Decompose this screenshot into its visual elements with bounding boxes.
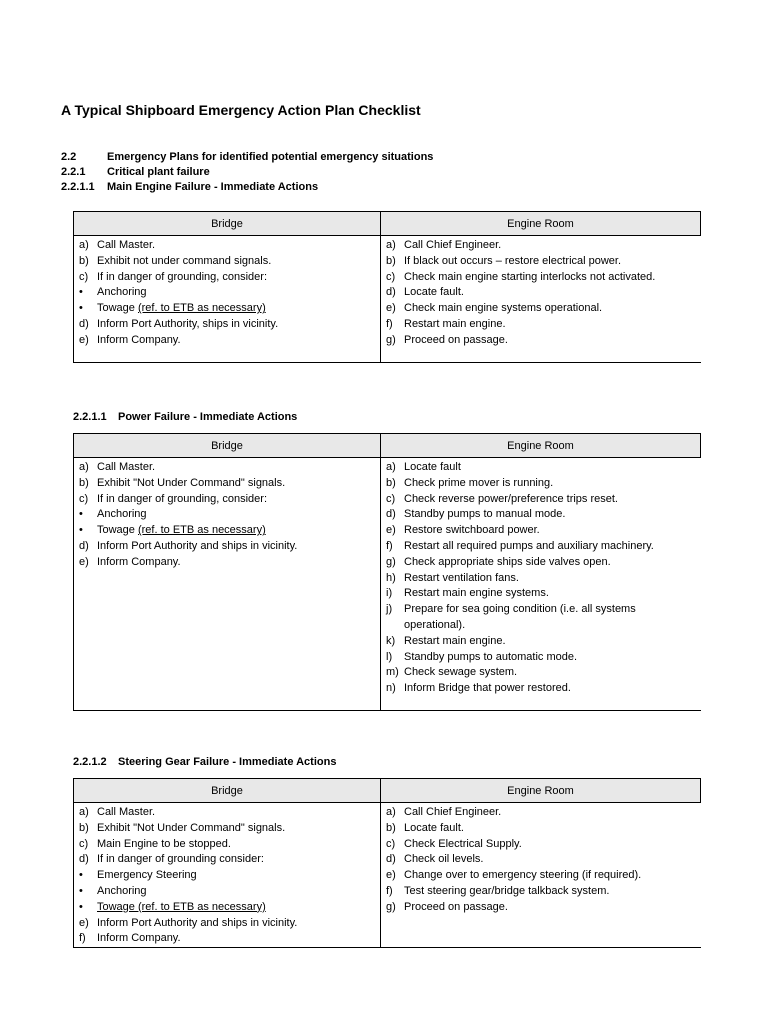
item-marker: m) [386,666,399,679]
list-item [381,555,701,571]
item-text: Proceed on passage. [404,333,508,346]
list-item [381,317,701,333]
section-title: Power Failure - Immediate Actions [118,411,298,423]
engine-room-actions-list [381,238,701,349]
bridge-actions-cell [74,458,381,711]
list-item [381,492,701,508]
item-marker: b) [386,476,396,489]
list-item [74,900,380,916]
bridge-column-header: Bridge [74,779,381,803]
list-item [74,852,380,868]
list-item [381,634,701,650]
list-item [381,586,701,602]
item-text: Anchoring [97,884,147,897]
item-marker: d) [79,853,89,866]
item-marker: d) [386,286,396,299]
list-item [381,238,701,254]
list-item [381,507,701,523]
item-marker: e) [79,555,89,568]
item-marker: g) [386,900,396,913]
item-text: Check main engine starting interlocks not activated. [404,270,656,283]
item-text: Inform Port Authority and ships in vicinity. [97,916,298,929]
item-marker: e) [79,333,89,346]
item-marker: c) [386,837,396,850]
list-item [74,476,380,492]
list-item [381,868,701,884]
heading-number: 2.2 [61,151,77,163]
bullet-marker: • [79,286,83,299]
list-item [74,523,380,539]
bridge-actions-list [74,805,380,947]
item-marker: a) [386,239,396,251]
list-item [74,285,380,301]
item-marker: b) [79,254,89,267]
list-item [381,270,701,286]
main-engine-failure-table [73,211,701,363]
bullet-marker: • [79,900,83,913]
list-item [381,665,701,681]
list-item [74,555,380,571]
item-text: Call Chief Engineer. [404,239,502,251]
bridge-actions-list [74,238,380,349]
item-text: Anchoring [97,286,147,299]
item-text: Call Master. [97,806,156,818]
item-marker: f) [386,884,393,897]
item-marker: d) [386,508,396,521]
item-marker: a) [386,806,396,818]
heading-number: 2.2.1 [61,166,86,178]
item-marker: b) [79,821,89,834]
heading-text: Emergency Plans for identified potential emergency situations [107,151,434,163]
list-item [381,539,701,555]
item-text: Inform Company. [97,555,181,568]
list-item [381,884,701,900]
bullet-marker: • [79,524,83,537]
item-text: Inform Bridge that power restored. [404,682,571,695]
item-text: If in danger of grounding, consider: [97,270,268,283]
etb-reference: (ref. to ETB as necessary) [137,524,266,537]
item-marker: g) [386,333,396,346]
item-text: Check sewage system. [404,666,518,679]
item-marker: b) [386,254,396,267]
item-marker: i) [386,587,393,600]
bridge-column-header: Bridge [74,434,381,458]
bridge-actions-cell [74,236,381,363]
list-item [381,285,701,301]
item-marker: j) [386,603,393,616]
item-text: If in danger of grounding, consider: [97,492,268,505]
item-marker: a) [79,239,89,251]
item-text: Exhibit "Not Under Command" signals. [97,821,286,834]
document-title: A Typical Shipboard Emergency Action Plan Checklist [61,102,421,118]
section-number: 2.2.1.2 [73,756,107,768]
item-marker: n) [386,682,396,695]
engine-room-actions-cell [381,803,701,948]
list-item [74,539,380,555]
list-item [381,681,701,697]
list-item [74,238,380,254]
engine-room-actions-cell [381,458,701,711]
item-marker: a) [79,806,89,818]
item-text: Call Master. [97,461,156,473]
list-item [74,460,380,476]
item-marker: c) [79,837,89,850]
item-text: Standby pumps to manual mode. [404,508,566,521]
item-text: Towage [97,524,135,537]
item-marker: c) [79,492,89,505]
item-text: Check Electrical Supply. [404,837,522,850]
item-marker: e) [386,869,396,882]
engine-room-column-header: Engine Room [381,212,701,236]
item-text: Inform Port Authority and ships in vicinity. [97,539,298,552]
etb-reference: Towage (ref. to ETB as necessary) [97,900,266,913]
list-item [74,507,380,523]
item-marker: a) [79,461,89,473]
list-item [74,868,380,884]
list-item [381,476,701,492]
list-item [74,916,380,932]
steering-gear-failure-table [73,778,701,948]
engine-room-actions-list [381,460,701,697]
bullet-marker: • [79,869,83,882]
item-marker: h) [386,571,396,584]
list-item [381,571,701,587]
item-text: Locate fault. [404,821,464,834]
list-item [381,333,701,349]
list-item [381,852,701,868]
item-text: Check appropriate ships side valves open. [404,555,611,568]
item-text: Exhibit "Not Under Command" signals. [97,476,286,489]
item-marker: e) [79,916,89,929]
item-marker: a) [386,461,396,473]
item-text: Locate fault. [404,286,464,299]
item-marker: c) [386,492,396,505]
item-text: Check prime mover is running. [404,476,554,489]
list-item [74,317,380,333]
item-text: If black out occurs – restore electrical power. [404,254,622,267]
section-title: Steering Gear Failure - Immediate Actions [118,756,337,768]
bullet-marker: • [79,508,83,521]
bridge-actions-list [74,460,380,571]
list-item [381,602,701,634]
item-text: Restore switchboard power. [404,524,540,537]
item-marker: f) [386,539,393,552]
item-marker: b) [386,821,396,834]
item-marker: f) [79,932,86,945]
heading-text: Main Engine Failure - Immediate Actions [107,181,319,193]
item-text: If in danger of grounding consider: [97,853,264,866]
item-text: Restart main engine. [404,634,506,647]
item-text: Check reverse power/preference trips reset. [404,492,618,505]
list-item [381,837,701,853]
list-item [381,301,701,317]
item-text: Towage [97,302,135,315]
list-item [381,254,701,270]
list-item [74,270,380,286]
bullet-marker: • [79,302,83,315]
bridge-column-header: Bridge [74,212,381,236]
item-text: Main Engine to be stopped. [97,837,231,850]
item-text: Locate fault [404,461,461,473]
item-text: Call Chief Engineer. [404,806,502,818]
engine-room-column-header: Engine Room [381,779,701,803]
item-marker: b) [79,476,89,489]
list-item [381,821,701,837]
item-marker: e) [386,302,396,315]
item-text: Anchoring [97,508,147,521]
bullet-marker: • [79,884,83,897]
item-text: Call Master. [97,239,156,251]
item-text: Inform Company. [97,333,181,346]
item-text: Standby pumps to automatic mode. [404,650,578,663]
list-item [381,900,701,916]
item-text: Restart main engine. [404,317,506,330]
item-text: Prepare for sea going condition (i.e. all systems operational). [404,603,636,631]
engine-room-actions-list [381,805,701,916]
item-marker: d) [79,539,89,552]
power-failure-table [73,433,701,711]
item-text: Test steering gear/bridge talkback system. [404,884,610,897]
item-marker: d) [79,317,89,330]
item-text: Exhibit not under command signals. [97,254,272,267]
item-text: Restart main engine systems. [404,587,549,600]
heading-text: Critical plant failure [107,166,210,178]
item-text: Inform Company. [97,932,181,945]
engine-room-actions-cell [381,236,701,363]
etb-reference: (ref. to ETB as necessary) [137,302,266,315]
list-item [74,837,380,853]
item-marker: c) [79,270,89,283]
list-item [74,931,380,947]
item-marker: f) [386,317,393,330]
item-marker: c) [386,270,396,283]
list-item [381,460,701,476]
list-item [381,805,701,821]
list-item [381,523,701,539]
item-text: Check oil levels. [404,853,484,866]
item-text: Change over to emergency steering (if required). [404,869,642,882]
item-marker: l) [386,650,393,663]
engine-room-column-header: Engine Room [381,434,701,458]
item-text: Check main engine systems operational. [404,302,603,315]
item-text: Proceed on passage. [404,900,508,913]
list-item [74,301,380,317]
item-marker: k) [386,634,396,647]
item-marker: e) [386,524,396,537]
item-text: Restart ventilation fans. [404,571,519,584]
list-item [74,884,380,900]
section-number: 2.2.1.1 [73,411,107,423]
item-text: Emergency Steering [97,869,197,882]
heading-number: 2.2.1.1 [61,181,95,193]
item-text: Inform Port Authority, ships in vicinity. [97,317,279,330]
list-item [74,821,380,837]
list-item [74,254,380,270]
list-item [74,492,380,508]
list-item [74,805,380,821]
list-item [74,333,380,349]
item-text: Restart all required pumps and auxiliary machinery. [404,539,654,552]
bridge-actions-cell [74,803,381,948]
list-item [381,650,701,666]
item-marker: g) [386,555,396,568]
item-marker: d) [386,853,396,866]
